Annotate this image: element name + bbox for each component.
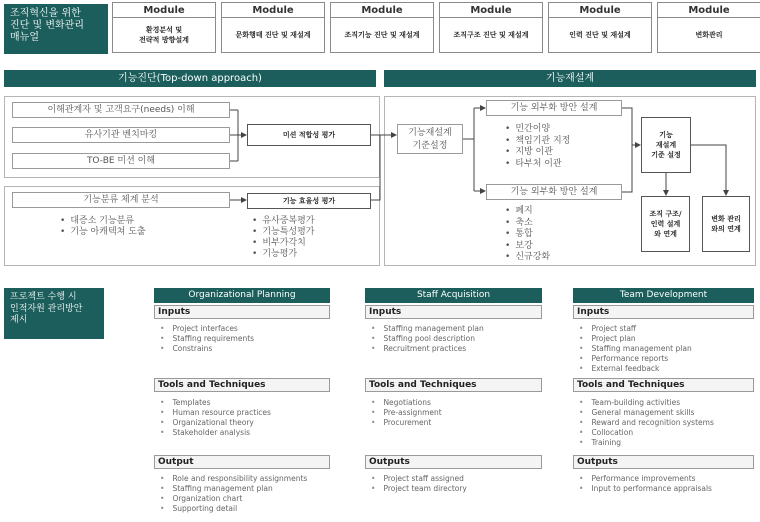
- list-item: • Supporting detail: [160, 504, 307, 514]
- module-header: Module: [222, 3, 324, 18]
- list-item: • 비부가각치: [252, 238, 314, 249]
- list-item: • Human resource practices: [160, 408, 271, 418]
- list-item: • 지방 이관: [505, 147, 570, 159]
- org-planning-tools-list: [160, 398, 271, 438]
- list-item: • Collocation: [579, 428, 714, 438]
- module-header: Module: [331, 3, 433, 18]
- list-item: • Project interfaces: [160, 324, 254, 334]
- list-item: • 기능특성평가: [252, 227, 314, 238]
- list-item: • 기능 아캐텍쳐 도출: [60, 227, 146, 238]
- list-item: • Staffing requirements: [160, 334, 254, 344]
- module-label: 변화관리: [695, 31, 723, 39]
- list-item: • Templates: [160, 398, 271, 408]
- module-label: 환경분석 및 전략적 방향설계: [139, 26, 189, 44]
- module-label: 문화행태 진단 및 재설계: [235, 31, 311, 39]
- proposal-box: 프로젝트 수행 시 인적자원 관리방안 제시: [4, 288, 104, 339]
- list-item: • 신규강화: [505, 252, 550, 264]
- list-item: • Staffing management plan: [160, 484, 307, 494]
- list-item: • Team-building activities: [579, 398, 714, 408]
- list-item: • Input to performance appraisals: [579, 484, 712, 494]
- org-planning-output-list: [160, 474, 307, 514]
- list-item: • Project team directory: [371, 484, 467, 494]
- list-item: • Negotiations: [371, 398, 442, 408]
- tobe-box: TO-BE 미션 이해: [12, 153, 230, 169]
- list-item: • Project plan: [579, 334, 692, 344]
- list-item: • Pre-assignment: [371, 408, 442, 418]
- list-item: • Training: [579, 438, 714, 448]
- list-item: • 책임기관 지정: [505, 136, 570, 148]
- function-redesign-band: 기능재설계: [384, 70, 756, 87]
- module-header: Module: [549, 3, 651, 18]
- list-item: • Reward and recognition systems: [579, 418, 714, 428]
- needs-box: 이해관계자 및 고객요구(needs) 이해: [12, 102, 230, 118]
- list-item: • Procurement: [371, 418, 442, 428]
- team-development-outputs: Outputs: [573, 455, 754, 469]
- list-item: • 민간이양: [505, 124, 570, 136]
- org-planning-output: Output: [154, 455, 330, 469]
- list-item: • 폐지: [505, 206, 550, 218]
- mission-eval-box: 미션 적합성 평가: [247, 124, 371, 146]
- staff-acquisition-tools-list: [371, 398, 442, 428]
- list-item: • Role and responsibility assignments: [160, 474, 307, 484]
- classify-box: 기능분류 체계 분석: [12, 192, 230, 208]
- list-item: • 보강: [505, 241, 550, 253]
- staff-acquisition-tools: Tools and Techniques: [365, 378, 542, 392]
- list-item: • Stakeholder analysis: [160, 428, 271, 438]
- function-diagnosis-band: 기능진단(Top-down approach): [4, 70, 376, 87]
- list-item: • External feedback: [579, 364, 692, 374]
- team-development-tools: Tools and Techniques: [573, 378, 754, 392]
- benchmark-box: 유사기관 벤치마킹: [12, 127, 230, 143]
- criteria-box: 기능재설계 기준설정: [397, 124, 463, 154]
- list-item: • Staffing pool description: [371, 334, 484, 344]
- staff-acquisition-outputs: Outputs: [365, 455, 542, 469]
- list-item: • 통합: [505, 229, 550, 241]
- list-item: • Organizational theory: [160, 418, 271, 428]
- manual-title: 조직혁신을 위한 진단 및 변화관리 매뉴얼: [4, 4, 108, 54]
- module-header: Module: [113, 3, 215, 18]
- list-item: • 기능평가: [252, 249, 314, 260]
- list-item: • 대증소 기능분류: [60, 216, 146, 227]
- list-item: • 타부처 이관: [505, 159, 570, 171]
- list-item: • Constrains: [160, 344, 254, 354]
- list-item: • Organization chart: [160, 494, 307, 504]
- org-planning-inputs: Inputs: [154, 305, 330, 319]
- list-item: • Performance improvements: [579, 474, 712, 484]
- reset-criteria-box: 기능 재설계 기준 설정: [641, 117, 691, 173]
- team-development-inputs: Inputs: [573, 305, 754, 319]
- team-development-header: Team Development: [573, 288, 754, 303]
- list-item: • Project staff: [579, 324, 692, 334]
- list-item: • Performance reports: [579, 354, 692, 364]
- org-planning-inputs-list: [160, 324, 254, 354]
- outsource-box-1: 기능 외부화 방안 설계: [486, 100, 622, 116]
- org-link-box: 조직 구조/ 인력 설계 와 연계: [641, 196, 690, 252]
- efficiency-eval-box: 기능 효율성 평가: [247, 193, 371, 209]
- change-link-box: 변화 관리 와의 연계: [702, 196, 750, 252]
- module-header: Module: [440, 3, 542, 18]
- staff-acquisition-header: Staff Acquisition: [365, 288, 542, 303]
- module-label: 인력 진단 및 재설계: [569, 31, 631, 39]
- staff-acquisition-inputs: Inputs: [365, 305, 542, 319]
- team-development-inputs-list: [579, 324, 692, 374]
- list-item: • Staffing management plan: [579, 344, 692, 354]
- org-planning-tools: Tools and Techniques: [154, 378, 330, 392]
- list-item: • Staffing management plan: [371, 324, 484, 334]
- module-label: 조직기능 진단 및 재설계: [344, 31, 420, 39]
- list-item: • 축소: [505, 218, 550, 230]
- module-label: 조직구조 진단 및 재설계: [453, 31, 529, 39]
- team-development-outputs-list: [579, 474, 712, 494]
- list-item: • Project staff assigned: [371, 474, 467, 484]
- org-planning-header: Organizational Planning: [154, 288, 330, 303]
- team-development-tools-list: [579, 398, 714, 448]
- outsource-box-2: 기능 외부화 방안 설계: [486, 184, 622, 200]
- list-item: • General management skills: [579, 408, 714, 418]
- module-header: Module: [658, 3, 760, 18]
- staff-acquisition-inputs-list: [371, 324, 484, 354]
- list-item: • 유사중복평가: [252, 216, 314, 227]
- staff-acquisition-outputs-list: [371, 474, 467, 494]
- list-item: • Recruitment practices: [371, 344, 484, 354]
